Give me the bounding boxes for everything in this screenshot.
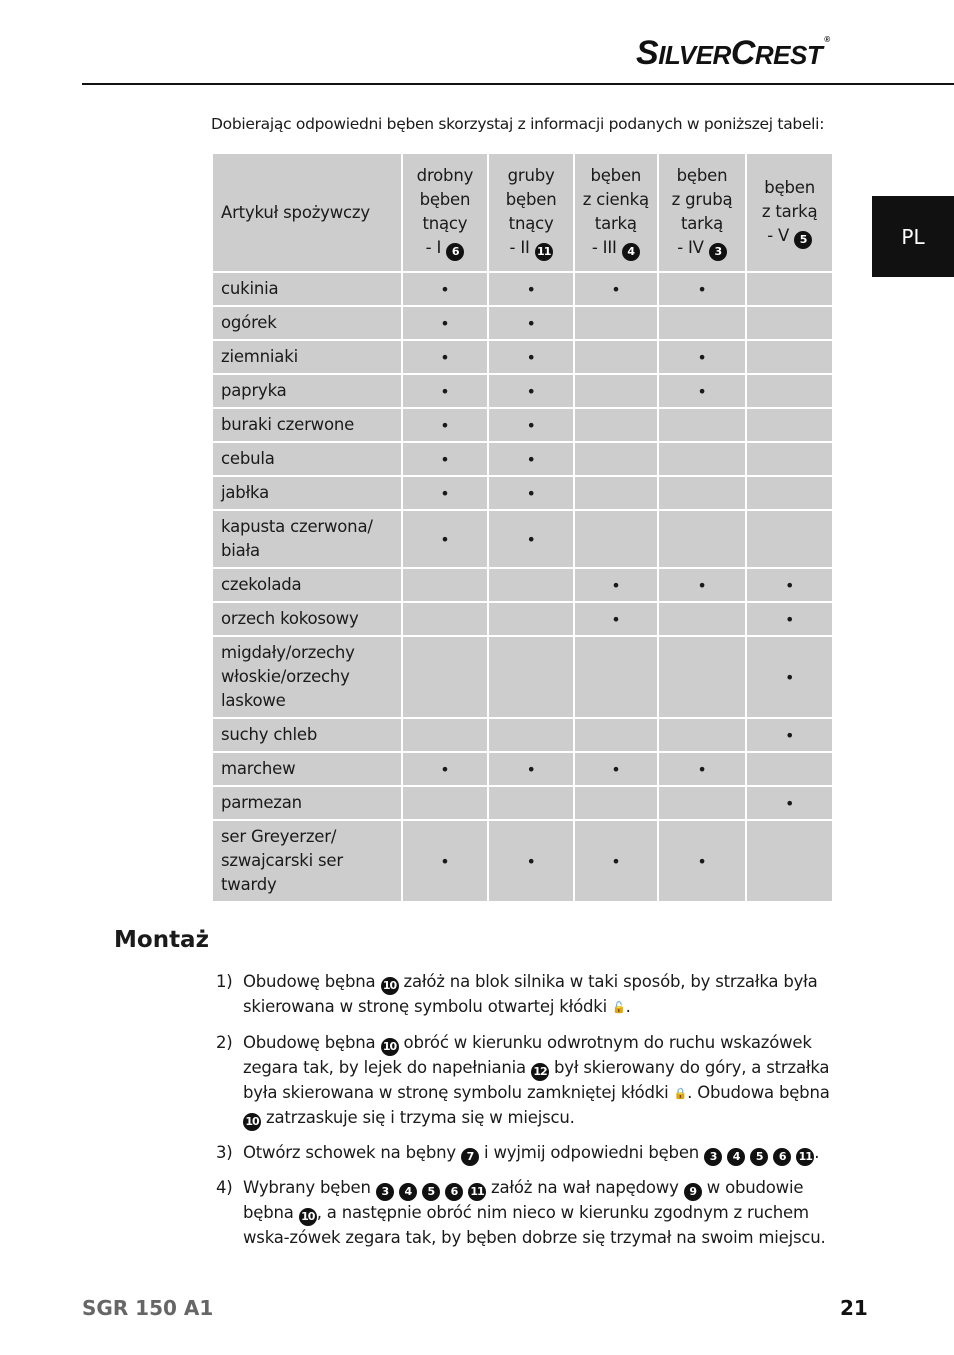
- header-food-item: Artykuł spożywczy: [212, 153, 402, 272]
- suitability-cell: [658, 408, 747, 442]
- bullet-mark: •: [440, 483, 450, 503]
- bullet-mark: •: [440, 759, 450, 779]
- bullet-mark: •: [440, 449, 450, 469]
- suitability-cell: [574, 752, 658, 786]
- food-item-label: ogórek: [212, 306, 402, 340]
- food-item-label: orzech kokosowy: [212, 602, 402, 636]
- ref-number-badge: 3: [704, 1148, 722, 1166]
- bullet-mark: •: [526, 279, 536, 299]
- suitability-cell: [574, 820, 658, 902]
- bullet-mark: •: [526, 759, 536, 779]
- food-item-label: migdały/orzechy włoskie/orzechy laskowe: [212, 636, 402, 718]
- food-item-label: ziemniaki: [212, 340, 402, 374]
- step-2: 2) Obudowę bębna 10 obróć w kierunku odwrotnym do ruchu wskazówek zegara tak, by lejek do napełniania 12 był skierowany do góry, a strzałka była skierowana w stronę symbolu zamkniętej kłódki 🔒. Obudowa bębna 10 zatrzaskuje się i trzyma się w miejscu.: [216, 1031, 846, 1132]
- suitability-cell: [402, 476, 489, 510]
- step-3: 3) Otwórz schowek na bębny 7 i wyjmij odpowiedni bęben 3 4 5 6 11 .: [216, 1141, 846, 1166]
- suitability-cell: [746, 408, 833, 442]
- ref-number-badge: 4: [622, 243, 640, 261]
- suitability-cell: [488, 786, 574, 820]
- suitability-cell: [402, 718, 489, 752]
- header-drum-5: bęben z tarką - V 5: [746, 153, 833, 272]
- bullet-mark: •: [440, 279, 450, 299]
- header-drum-1: drobny bęben tnący - I 6: [402, 153, 489, 272]
- bullet-mark: •: [611, 759, 621, 779]
- bullet-mark: •: [526, 851, 536, 871]
- language-tab: PL: [872, 196, 954, 277]
- ref-number-badge: 7: [461, 1148, 479, 1166]
- table-row: [212, 602, 833, 636]
- bullet-mark: •: [526, 449, 536, 469]
- suitability-cell: [746, 636, 833, 718]
- suitability-cell: [746, 272, 833, 306]
- ref-number-badge: 11: [535, 243, 553, 261]
- ref-number-badge: 6: [446, 243, 464, 261]
- bullet-mark: •: [440, 529, 450, 549]
- suitability-cell: [402, 306, 489, 340]
- table-row: [212, 786, 833, 820]
- table-row: [212, 636, 833, 718]
- bullet-mark: •: [697, 381, 707, 401]
- suitability-cell: [402, 602, 489, 636]
- suitability-cell: [574, 306, 658, 340]
- suitability-cell: [658, 272, 747, 306]
- ref-number-badge: 3: [376, 1183, 394, 1201]
- bullet-mark: •: [611, 575, 621, 595]
- bullet-mark: •: [526, 529, 536, 549]
- suitability-cell: [488, 408, 574, 442]
- suitability-cell: [574, 476, 658, 510]
- suitability-cell: [574, 408, 658, 442]
- suitability-cell: [574, 602, 658, 636]
- suitability-cell: [658, 374, 747, 408]
- ref-number-badge: 4: [399, 1183, 417, 1201]
- suitability-cell: [658, 442, 747, 476]
- table-row: [212, 408, 833, 442]
- table-row: [212, 374, 833, 408]
- table-body: [212, 272, 833, 902]
- suitability-cell: [488, 718, 574, 752]
- suitability-cell: [658, 636, 747, 718]
- suitability-cell: [488, 510, 574, 568]
- table-header-row: [212, 153, 833, 272]
- bullet-mark: •: [697, 851, 707, 871]
- header-drum-3: bęben z cienką tarką - III 4: [574, 153, 658, 272]
- bullet-mark: •: [697, 279, 707, 299]
- suitability-cell: [746, 306, 833, 340]
- bullet-mark: •: [785, 793, 795, 813]
- bullet-mark: •: [440, 415, 450, 435]
- intro-text: Dobierając odpowiedni bęben skorzystaj z informacji podanych w poniższej tabeli:: [211, 115, 825, 133]
- suitability-cell: [402, 442, 489, 476]
- suitability-cell: [746, 752, 833, 786]
- suitability-cell: [574, 718, 658, 752]
- table-row: [212, 306, 833, 340]
- suitability-cell: [488, 340, 574, 374]
- suitability-cell: [488, 752, 574, 786]
- ref-number-badge: 3: [709, 243, 727, 261]
- section-heading: Montaż: [114, 927, 209, 953]
- ref-number-badge: 9: [684, 1183, 702, 1201]
- ref-number-badge: 5: [750, 1148, 768, 1166]
- page-number: 21: [840, 1296, 868, 1320]
- food-item-label: czekolada: [212, 568, 402, 602]
- brand-logo: SILVERCREST®: [636, 34, 830, 72]
- suitability-cell: [658, 786, 747, 820]
- suitability-cell: [402, 374, 489, 408]
- suitability-cell: [574, 568, 658, 602]
- food-item-label: suchy chleb: [212, 718, 402, 752]
- ref-number-badge: 10: [243, 1113, 261, 1131]
- suitability-cell: [658, 510, 747, 568]
- header-drum-2: gruby bęben tnący - II 11: [488, 153, 574, 272]
- ref-number-badge: 11: [796, 1148, 814, 1166]
- ref-number-badge: 6: [445, 1183, 463, 1201]
- suitability-cell: [658, 306, 747, 340]
- suitability-cell: [574, 442, 658, 476]
- table-row: [212, 718, 833, 752]
- food-item-label: ser Greyerzer/ szwajcarski ser twardy: [212, 820, 402, 902]
- suitability-cell: [746, 786, 833, 820]
- table-row: [212, 510, 833, 568]
- suitability-cell: [488, 602, 574, 636]
- bullet-mark: •: [697, 347, 707, 367]
- suitability-cell: [402, 568, 489, 602]
- suitability-cell: [488, 476, 574, 510]
- suitability-cell: [488, 820, 574, 902]
- step-4: 4) Wybrany bęben 3 4 5 6 11 załóż na wał napędowy 9 w obudowie bębna 10 , a następnie obróć nim nieco w kierunku zgodnym z ruchem wska-zówek zegara tak, by bęben dobrze się trzymał na swoim miejscu.: [216, 1178, 826, 1247]
- bullet-mark: •: [440, 313, 450, 333]
- food-item-label: kapusta czerwona/ biała: [212, 510, 402, 568]
- suitability-cell: [746, 340, 833, 374]
- step-1: 1) Obudowę bębna 10 załóż na blok silnika w taki sposób, by strzałka była skierowana w stronę symbolu otwartej kłódki 🔓.: [216, 970, 846, 1021]
- suitability-cell: [746, 568, 833, 602]
- suitability-cell: [658, 752, 747, 786]
- suitability-cell: [746, 602, 833, 636]
- ref-number-badge: 5: [794, 231, 812, 249]
- ref-number-badge: 11: [468, 1183, 486, 1201]
- food-item-label: cebula: [212, 442, 402, 476]
- food-item-label: cukinia: [212, 272, 402, 306]
- table-row: [212, 272, 833, 306]
- food-item-label: parmezan: [212, 786, 402, 820]
- suitability-cell: [402, 272, 489, 306]
- food-item-label: jabłka: [212, 476, 402, 510]
- vegetable-drum-table: [211, 152, 834, 903]
- bullet-mark: •: [785, 667, 795, 687]
- suitability-cell: [574, 272, 658, 306]
- bullet-mark: •: [611, 279, 621, 299]
- bullet-mark: •: [526, 313, 536, 333]
- header-rule: [82, 83, 954, 85]
- suitability-cell: [658, 340, 747, 374]
- suitability-cell: [402, 786, 489, 820]
- suitability-cell: [402, 752, 489, 786]
- table-row: [212, 476, 833, 510]
- suitability-cell: [658, 718, 747, 752]
- ref-number-badge: 4: [727, 1148, 745, 1166]
- ref-number-badge: 12: [531, 1063, 549, 1081]
- bullet-mark: •: [526, 347, 536, 367]
- suitability-cell: [402, 820, 489, 902]
- suitability-cell: [574, 786, 658, 820]
- table-row: [212, 568, 833, 602]
- suitability-cell: [746, 374, 833, 408]
- suitability-cell: [746, 820, 833, 902]
- ref-number-badge: 5: [422, 1183, 440, 1201]
- table-row: [212, 820, 833, 902]
- ref-number-badge: 10: [381, 977, 399, 995]
- suitability-cell: [402, 340, 489, 374]
- closed-lock-icon: 🔒: [673, 1086, 688, 1100]
- suitability-cell: [746, 476, 833, 510]
- bullet-mark: •: [526, 483, 536, 503]
- food-item-label: buraki czerwone: [212, 408, 402, 442]
- bullet-mark: •: [785, 575, 795, 595]
- bullet-mark: •: [440, 381, 450, 401]
- bullet-mark: •: [526, 381, 536, 401]
- suitability-cell: [488, 272, 574, 306]
- bullet-mark: •: [526, 415, 536, 435]
- bullet-mark: •: [611, 609, 621, 629]
- bullet-mark: •: [697, 575, 707, 595]
- model-number: SGR 150 A1: [82, 1296, 214, 1320]
- suitability-cell: [574, 636, 658, 718]
- suitability-cell: [574, 340, 658, 374]
- suitability-cell: [574, 510, 658, 568]
- assembly-steps: [216, 970, 846, 1261]
- bullet-mark: •: [785, 725, 795, 745]
- ref-number-badge: 6: [773, 1148, 791, 1166]
- suitability-cell: [746, 442, 833, 476]
- suitability-cell: [488, 636, 574, 718]
- suitability-cell: [746, 718, 833, 752]
- ref-number-badge: 10: [381, 1038, 399, 1056]
- header-drum-4: bęben z grubą tarką - IV 3: [658, 153, 747, 272]
- bullet-mark: •: [785, 609, 795, 629]
- open-lock-icon: 🔓: [612, 1001, 626, 1014]
- bullet-mark: •: [611, 851, 621, 871]
- suitability-cell: [488, 442, 574, 476]
- bullet-mark: •: [440, 347, 450, 367]
- suitability-cell: [746, 510, 833, 568]
- food-item-label: marchew: [212, 752, 402, 786]
- suitability-cell: [658, 476, 747, 510]
- bullet-mark: •: [440, 851, 450, 871]
- table-row: [212, 752, 833, 786]
- table-row: [212, 442, 833, 476]
- suitability-cell: [488, 568, 574, 602]
- suitability-cell: [402, 510, 489, 568]
- suitability-cell: [658, 568, 747, 602]
- table-row: [212, 340, 833, 374]
- suitability-cell: [658, 602, 747, 636]
- suitability-cell: [488, 374, 574, 408]
- food-item-label: papryka: [212, 374, 402, 408]
- suitability-cell: [402, 636, 489, 718]
- suitability-cell: [402, 408, 489, 442]
- bullet-mark: •: [697, 759, 707, 779]
- ref-number-badge: 10: [299, 1208, 317, 1226]
- suitability-cell: [658, 820, 747, 902]
- suitability-cell: [574, 374, 658, 408]
- suitability-cell: [488, 306, 574, 340]
